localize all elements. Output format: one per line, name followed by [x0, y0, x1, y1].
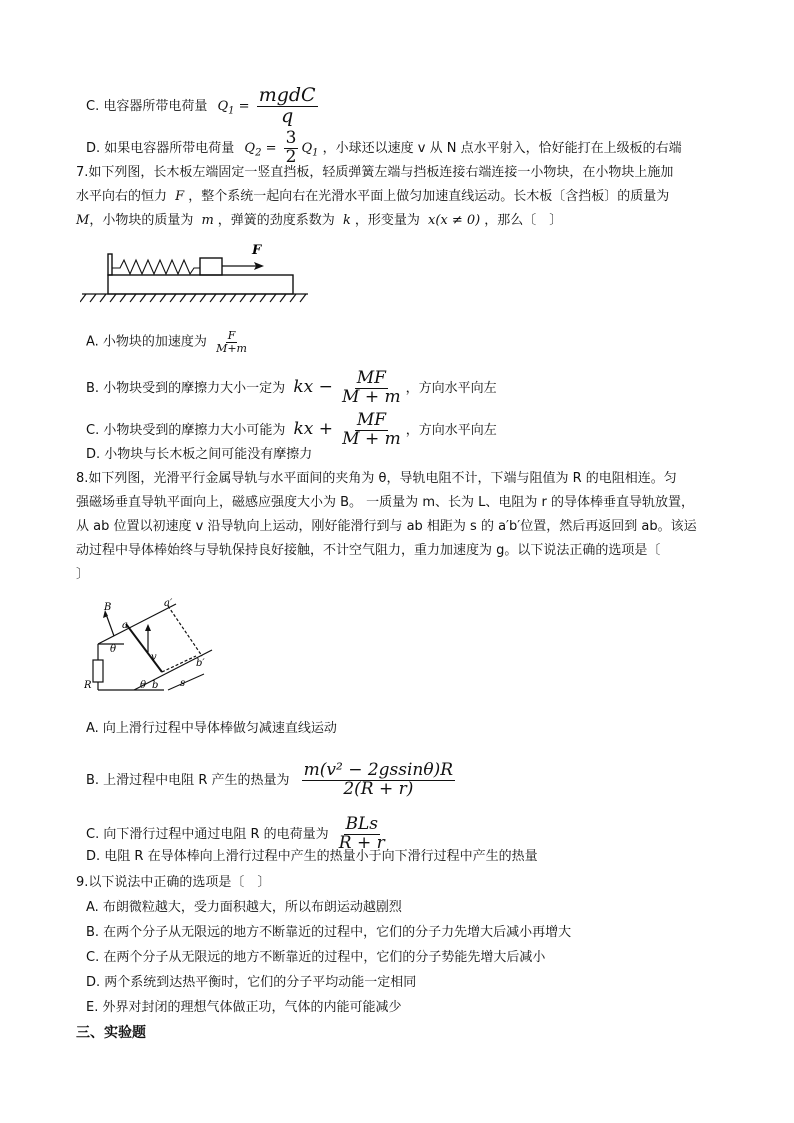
- q9-option-c: C. 在两个分子从无限远的地方不断靠近的过程中，它们的分子势能先增大后减小: [86, 950, 546, 965]
- q9-stem: 9.以下说法中正确的选项是〔 〕: [76, 875, 271, 890]
- q8-label-a-prime: a′: [164, 598, 173, 609]
- q7-option-d: D. 小物块与长木板之间可能没有摩擦力: [86, 447, 313, 462]
- q7-force-label: F: [252, 243, 262, 258]
- q8-s-dimension-arrow: [168, 674, 204, 690]
- q7-long-board: [108, 275, 293, 294]
- q8-option-a: A. 向上滑行过程中导体棒做匀减速直线运动: [86, 721, 337, 736]
- q8-stem-line5: 〕: [76, 567, 90, 582]
- q8-label-theta-bottom: θ: [140, 680, 147, 691]
- q8-rod-ab: [126, 624, 162, 672]
- q8-dashed-guide: [162, 656, 196, 672]
- q8-b-field-arrow: [103, 610, 114, 636]
- q8-label-R: R: [84, 680, 92, 691]
- q8-option-c: C. 向下滑行过程中通过电阻 R 的电荷量为 $\frac{\text{BLs}}{R + r}$: [86, 814, 385, 853]
- q6-option-c: [86, 86, 321, 127]
- q7-spring: [112, 260, 200, 274]
- q8-resistor: [93, 660, 103, 682]
- q7-spring-block-figure: [80, 240, 315, 305]
- q7-stem-line3: M，小物块的质量为 m ，弹簧的劲度系数为 k ，形变量为 x(x ≠ 0) ，那么〔 〕: [76, 213, 563, 228]
- q8-stem-line1: 8.如下列图，光滑平行金属导轨与水平面间的夹角为 θ，导轨电阻不计，下端与阻值为 R 的电阻相连。匀: [76, 471, 677, 486]
- q8-stem-line2: 强磁场垂直导轨平面向上，磁感应强度大小为 B。 一质量为 m、长为 L、电阻为 r 的导体棒垂直导轨放置，: [76, 495, 694, 510]
- q8-label-a: a: [122, 620, 128, 631]
- q8-label-B: B: [104, 602, 112, 613]
- q8-label-theta-top: θ: [110, 644, 117, 655]
- q8-label-b: b: [152, 680, 159, 691]
- q8-rod-a-prime-b-prime: [168, 606, 202, 656]
- q8-label-b-prime: b′: [196, 658, 205, 669]
- q6-option-d-tail: ，小球还以速度 v 从 N 点水平射入，恰好能打在上级板的右端: [322, 140, 682, 156]
- q7-option-b: B. 小物块受到的摩擦力大小一定为 kx − $\frac{MF}{M + m}$ ，方向水平向左: [86, 368, 497, 407]
- q6-option-d-formula: $Q_2$ = $\frac{3}{2}$ $Q_1$: [244, 128, 319, 167]
- q6-option-d-text: D. 如果电容器所带电荷量: [86, 140, 235, 156]
- q9-option-b: B. 在两个分子从无限远的地方不断靠近的过程中，它们的分子力先增大后减小再增大: [86, 925, 572, 940]
- q7-stem-line2: 水平向右的恒力 F ，整个系统一起向右在光滑水平面上做匀加速直线运动。长木板〔含挡板〕的质量为: [76, 189, 670, 204]
- q9-option-d: D. 两个系统到达热平衡时，它们的分子平均动能一定相同: [86, 975, 417, 990]
- q7-option-c: C. 小物块受到的摩擦力大小可能为 kx + $\frac{MF}{M + m}$ ，方向水平向左: [86, 410, 497, 449]
- q6-option-c-text: C. 电容器所带电荷量: [86, 98, 208, 114]
- section-3-title: 三、实验题: [76, 1025, 146, 1041]
- q7-ground: [80, 294, 308, 302]
- q6-option-d: [86, 130, 682, 167]
- q8-rail-figure: [84, 598, 214, 702]
- q9-option-e: E. 外界对封闭的理想气体做正功，气体的内能可能减少: [86, 1000, 402, 1015]
- q7-option-a: A. 小物块的加速度为 $\frac{F}{M+m}$: [86, 329, 247, 355]
- q8-option-b: B. 上滑过程中电阻 R 产生的热量为 $\frac{\text{m(v² − 2gssinθ)R}}{2(R + r)}$: [86, 760, 454, 799]
- q8-option-d: D. 电阻 R 在导体棒向上滑行过程中产生的热量小于向下滑行过程中产生的热量: [86, 849, 538, 864]
- q7-baffle: [108, 254, 112, 275]
- q7-stem-line1: 7.如下列图，长木板左端固定一竖直挡板，轻质弹簧左端与挡板连接右端连接一小物块，在小物块上施加: [76, 165, 674, 180]
- q8-stem-line4: 动过程中导体棒始终与导轨保持良好接触，不计空气阻力，重力加速度为 g。以下说法正确的选项是〔: [76, 543, 661, 558]
- q8-label-v: v: [151, 652, 157, 663]
- q7-small-block: [200, 258, 222, 275]
- q6-option-c-formula: $Q_1$ = $\frac{\text{mgdC}}{q}$: [217, 84, 316, 127]
- q9-option-a: A. 布朗微粒越大，受力面积越大，所以布朗运动越剧烈: [86, 900, 402, 915]
- q8-velocity-arrow: [145, 624, 151, 652]
- q8-label-s: s: [180, 678, 186, 689]
- q8-stem-line3: 从 ab 位置以初速度 v 沿导轨向上运动，刚好能滑行到与 ab 相距为 s 的 a′b′位置，然后再返回到 ab。该运: [76, 519, 697, 534]
